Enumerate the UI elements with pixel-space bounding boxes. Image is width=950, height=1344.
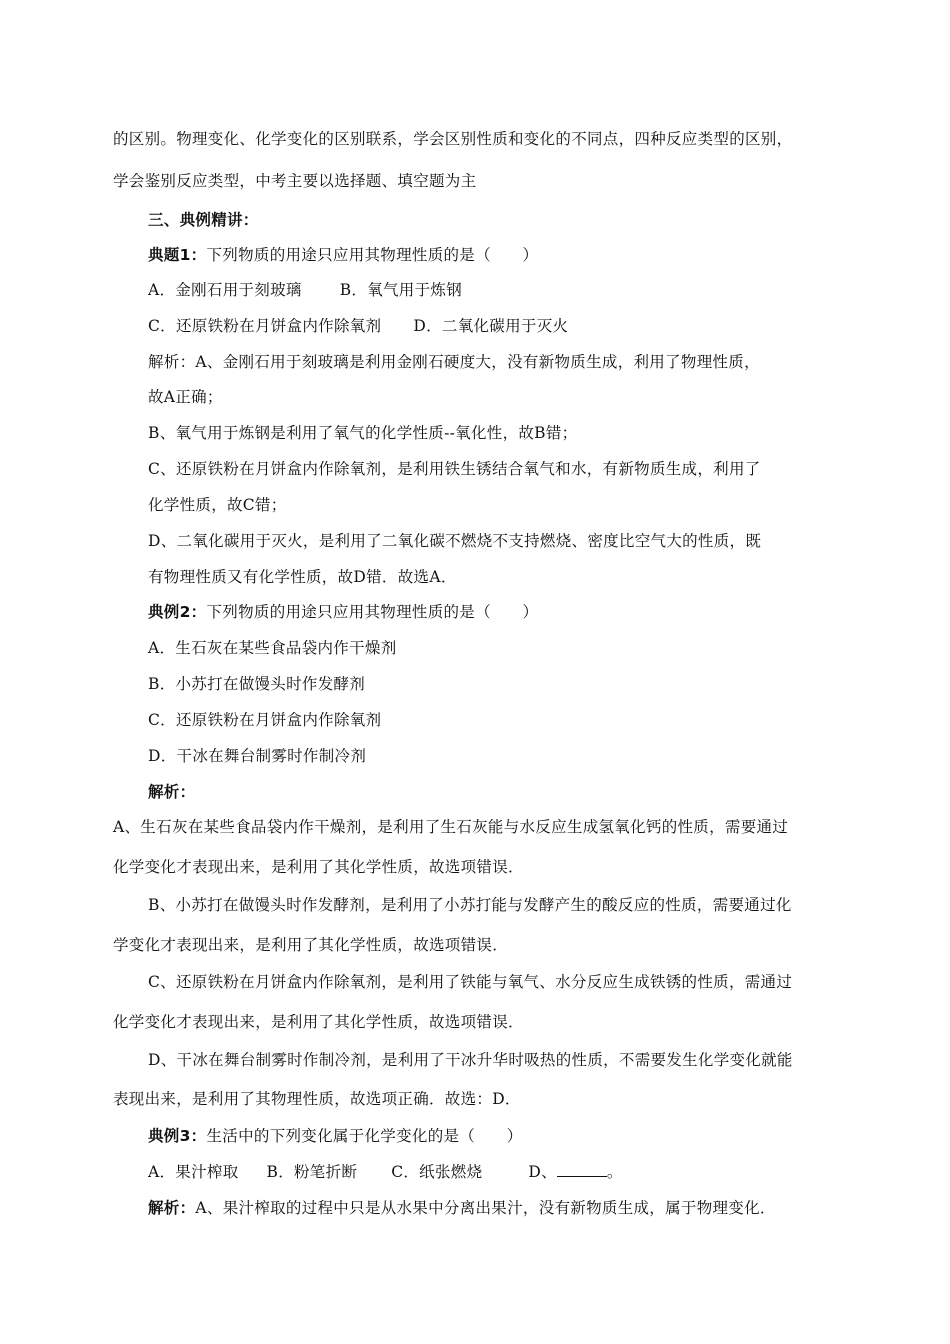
example1-options-ab	[148, 278, 462, 300]
example2-analysis-line: B、小苏打在做馒头时作发酵剂，是利用了小苏打能与发酵产生的酸反应的性质，需要通过化	[148, 896, 792, 914]
example2-analysis-label: 解析：	[148, 783, 196, 801]
example3-question-text: 生活中的下列变化属于化学变化的是（ ）	[206, 1127, 523, 1145]
example2-analysis-line: 表现出来，是利用了其物理性质，故选项正确．故选：D．	[113, 1090, 521, 1108]
example1-analysis-line: 有物理性质又有化学性质，故D错．故选A．	[148, 568, 457, 586]
example1-option-b: B．氧气用于炼钢	[339, 281, 462, 299]
example2-option: C．还原铁粉在月饼盒内作除氧剂	[148, 711, 382, 729]
example3-label: 典例3：	[148, 1127, 207, 1145]
example3-option-d-prefix: D、	[528, 1163, 557, 1181]
example1-analysis-line: 解析：A、金刚石用于刻玻璃是利用金刚石硬度大，没有新物质生成，利用了物理性质，	[148, 353, 760, 371]
example2-option: A．生石灰在某些食品袋内作干燥剂	[148, 639, 397, 657]
intro-line-1: 的区别。物理变化、化学变化的区别联系，学会区别性质和变化的不同点，四种反应类型的区别，	[113, 130, 793, 148]
example1-analysis-line: D、二氧化碳用于灭火，是利用了二氧化碳不燃烧不支持燃烧、密度比空气大的性质，既	[148, 532, 762, 550]
example3-options	[148, 1160, 623, 1182]
example1-analysis-line: C、还原铁粉在月饼盒内作除氧剂，是利用铁生锈结合氧气和水，有新物质生成，利用了	[148, 460, 761, 478]
example1-analysis-line: 故A正确；	[148, 388, 223, 406]
example2-analysis-line: 化学变化才表现出来，是利用了其化学性质，故选项错误．	[113, 858, 524, 876]
example2-analysis-line: 学变化才表现出来，是利用了其化学性质，故选项错误．	[113, 936, 509, 954]
example3-analysis	[148, 1196, 776, 1218]
example3-option-d-suffix: 。	[606, 1163, 623, 1181]
example3-option-a: A．果汁榨取	[148, 1163, 239, 1181]
example1-option-d: D．二氧化碳用于灭火	[413, 317, 569, 335]
example3-option-c: C．纸张燃烧	[391, 1163, 483, 1181]
intro-line-2: 学会鉴别反应类型，中考主要以选择题、填空题为主	[113, 172, 477, 190]
example1-label: 典题1：	[148, 246, 207, 264]
example2-option: D．干冰在舞台制雾时作制冷剂	[148, 747, 367, 765]
example3-question	[148, 1124, 523, 1146]
example1-option-a: A．金刚石用于刻玻璃	[148, 281, 302, 299]
example3-analysis-text: A、果汁榨取的过程中只是从水果中分离出果汁，没有新物质生成，属于物理变化．	[195, 1199, 776, 1217]
example3-option-b: B．粉笔折断	[266, 1163, 358, 1181]
example1-question	[148, 243, 538, 265]
answer-blank	[557, 1162, 607, 1177]
example1-analysis-line: B、氧气用于炼钢是利用了氧气的化学性质--氧化性，故B错；	[148, 424, 578, 442]
example2-label: 典例2：	[148, 603, 207, 621]
example2-analysis-line: C、还原铁粉在月饼盒内作除氧剂，是利用了铁能与氧气、水分反应生成铁锈的性质，需通过	[148, 973, 793, 991]
example2-analysis-line: D、干冰在舞台制雾时作制冷剂，是利用了干冰升华时吸热的性质，不需要发生化学变化就能	[148, 1051, 793, 1069]
example1-question-text: 下列物质的用途只应用其物理性质的是（ ）	[206, 246, 539, 264]
example2-option: B．小苏打在做馒头时作发酵剂	[148, 675, 366, 693]
example1-analysis-line: 化学性质，故C错；	[148, 496, 287, 514]
example2-question	[148, 600, 538, 622]
section-title: 三、典例精讲：	[148, 211, 259, 229]
example2-analysis-line: 化学变化才表现出来，是利用了其化学性质，故选项错误．	[113, 1013, 524, 1031]
example3-analysis-label: 解析：	[148, 1199, 196, 1217]
example1-option-c: C．还原铁粉在月饼盒内作除氧剂	[148, 317, 382, 335]
example2-analysis-line: A、生石灰在某些食品袋内作干燥剂，是利用了生石灰能与水反应生成氢氧化钙的性质，需要通过	[113, 818, 789, 836]
example2-question-text: 下列物质的用途只应用其物理性质的是（ ）	[206, 603, 539, 621]
example1-options-cd	[148, 314, 568, 336]
